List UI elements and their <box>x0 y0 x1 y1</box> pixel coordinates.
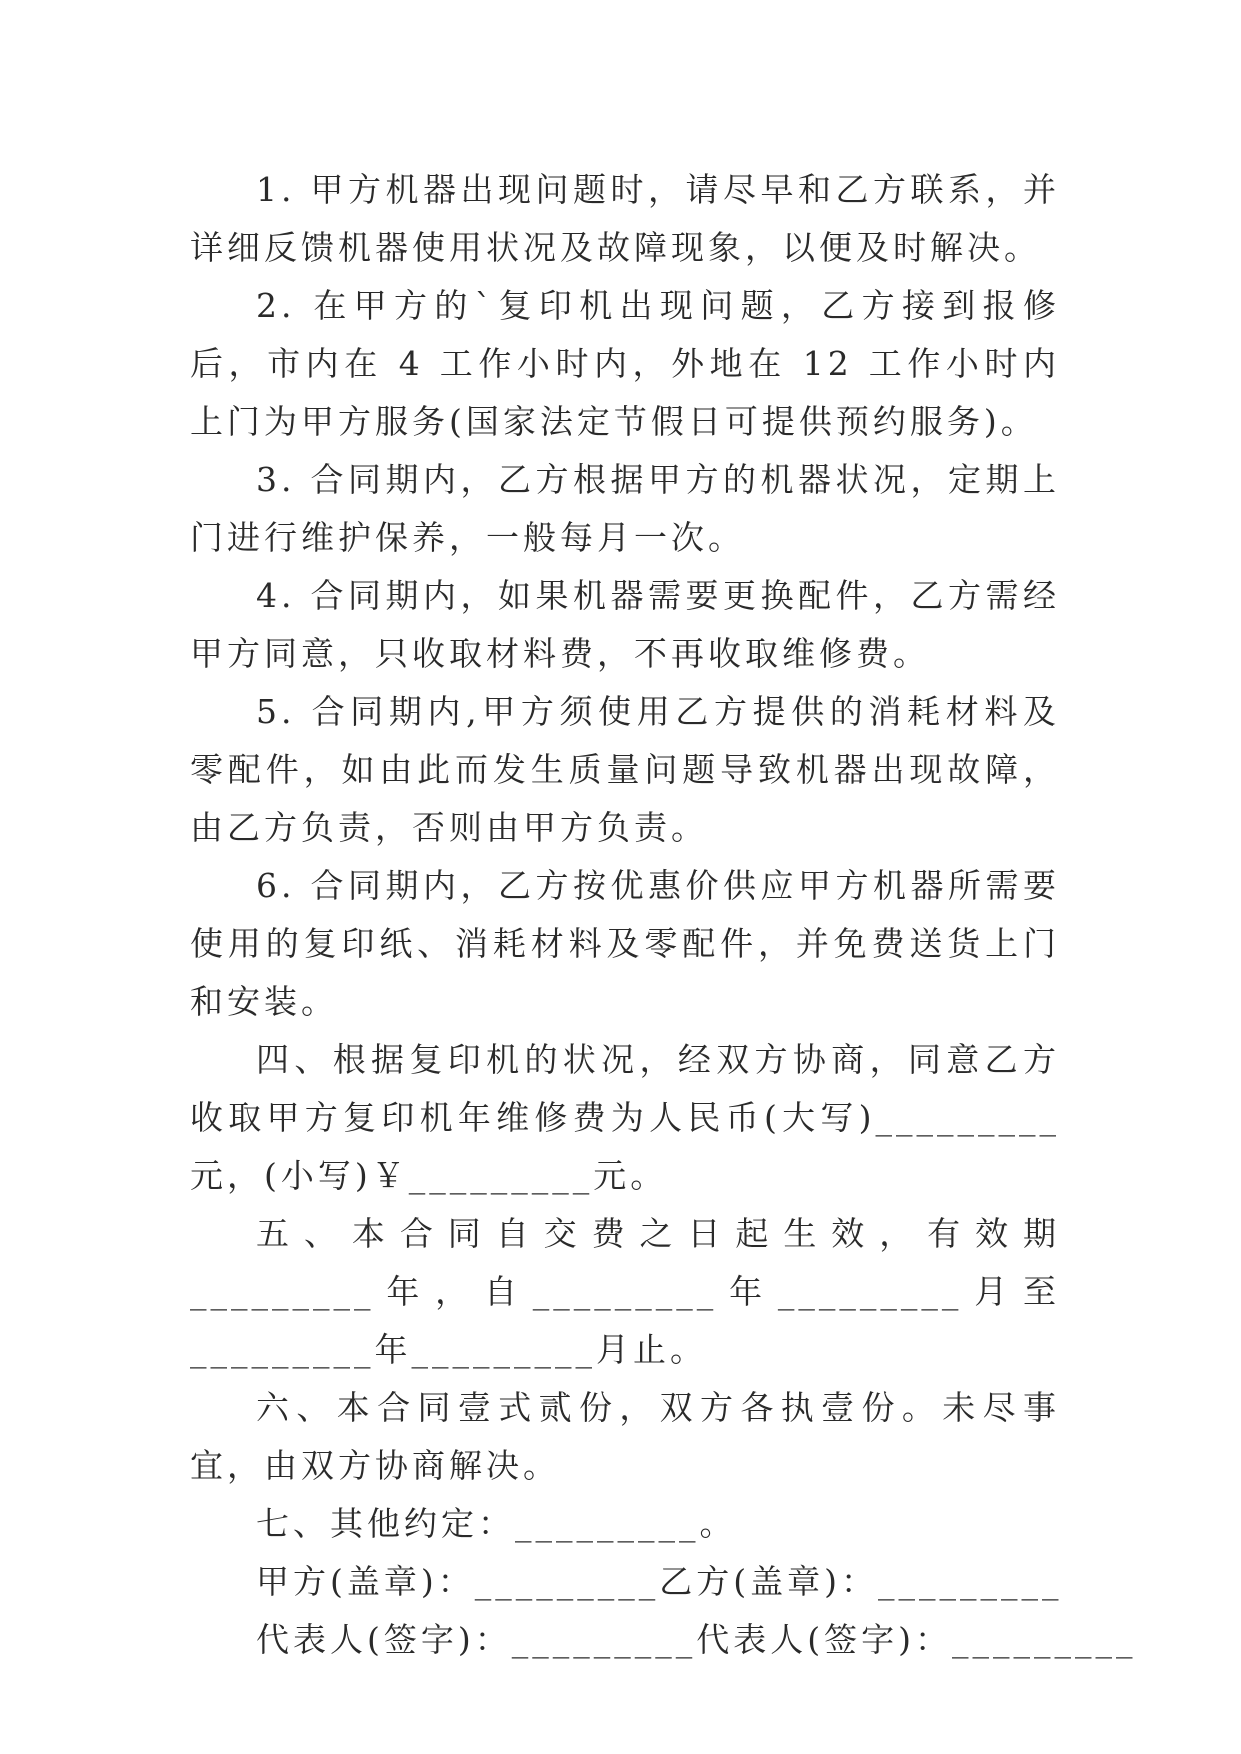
clause-1: 1. 甲方机器出现问题时，请尽早和乙方联系，并详细反馈机器使用状况及故障现象，以便及时解决。 <box>190 170 1060 267</box>
copies-clause: 六、本合同壹式贰份，双方各执壹份。未尽事宜，由双方协商解决。 <box>190 1388 1060 1485</box>
fee-clause: 四、根据复印机的状况，经双方协商，同意乙方收取甲方复印机年维修费为人民币(大写)_________元，(小写)￥_________元。 <box>190 1040 1060 1195</box>
contract-body <box>190 161 1137 1669</box>
party-a-seal: 甲方(盖章)：_________ <box>256 1562 660 1601</box>
rep-a-signature: 代表人(签字)：_________ <box>256 1620 697 1659</box>
clause-4: 4. 合同期内，如果机器需要更换配件，乙方需经甲方同意，只收取材料费，不再收取维修费。 <box>190 576 1060 673</box>
party-b-seal: 乙方(盖章)：_________ <box>659 1562 1063 1601</box>
clause-3: 3. 合同期内，乙方根据甲方的机器状况，定期上门进行维护保养，一般每月一次。 <box>190 460 1060 557</box>
clause-2: 2. 在甲方的`复印机出现问题，乙方接到报修后，市内在 4 工作小时内，外地在 12 工作小时内上门为甲方服务(国家法定节假日可提供预约服务)。 <box>190 286 1060 441</box>
clause-5: 5. 合同期内,甲方须使用乙方提供的消耗材料及零配件，如由此而发生质量问题导致机器出现故障，由乙方负责，否则由甲方负责。 <box>190 692 1060 847</box>
signature-line <box>190 1611 1137 1669</box>
seal-line <box>190 1553 1063 1611</box>
clause-6: 6. 合同期内，乙方按优惠价供应甲方机器所需要使用的复印纸、消耗材料及零配件，并免费送货上门和安装。 <box>190 866 1060 1021</box>
validity-clause: 五、本合同自交费之日起生效，有效期_________年，自_________年_________月至_________年_________月止。 <box>190 1214 1060 1369</box>
other-terms-clause: 七、其他约定：_________。 <box>256 1504 737 1543</box>
rep-b-signature: 代表人(签字)：_________ <box>696 1620 1137 1659</box>
